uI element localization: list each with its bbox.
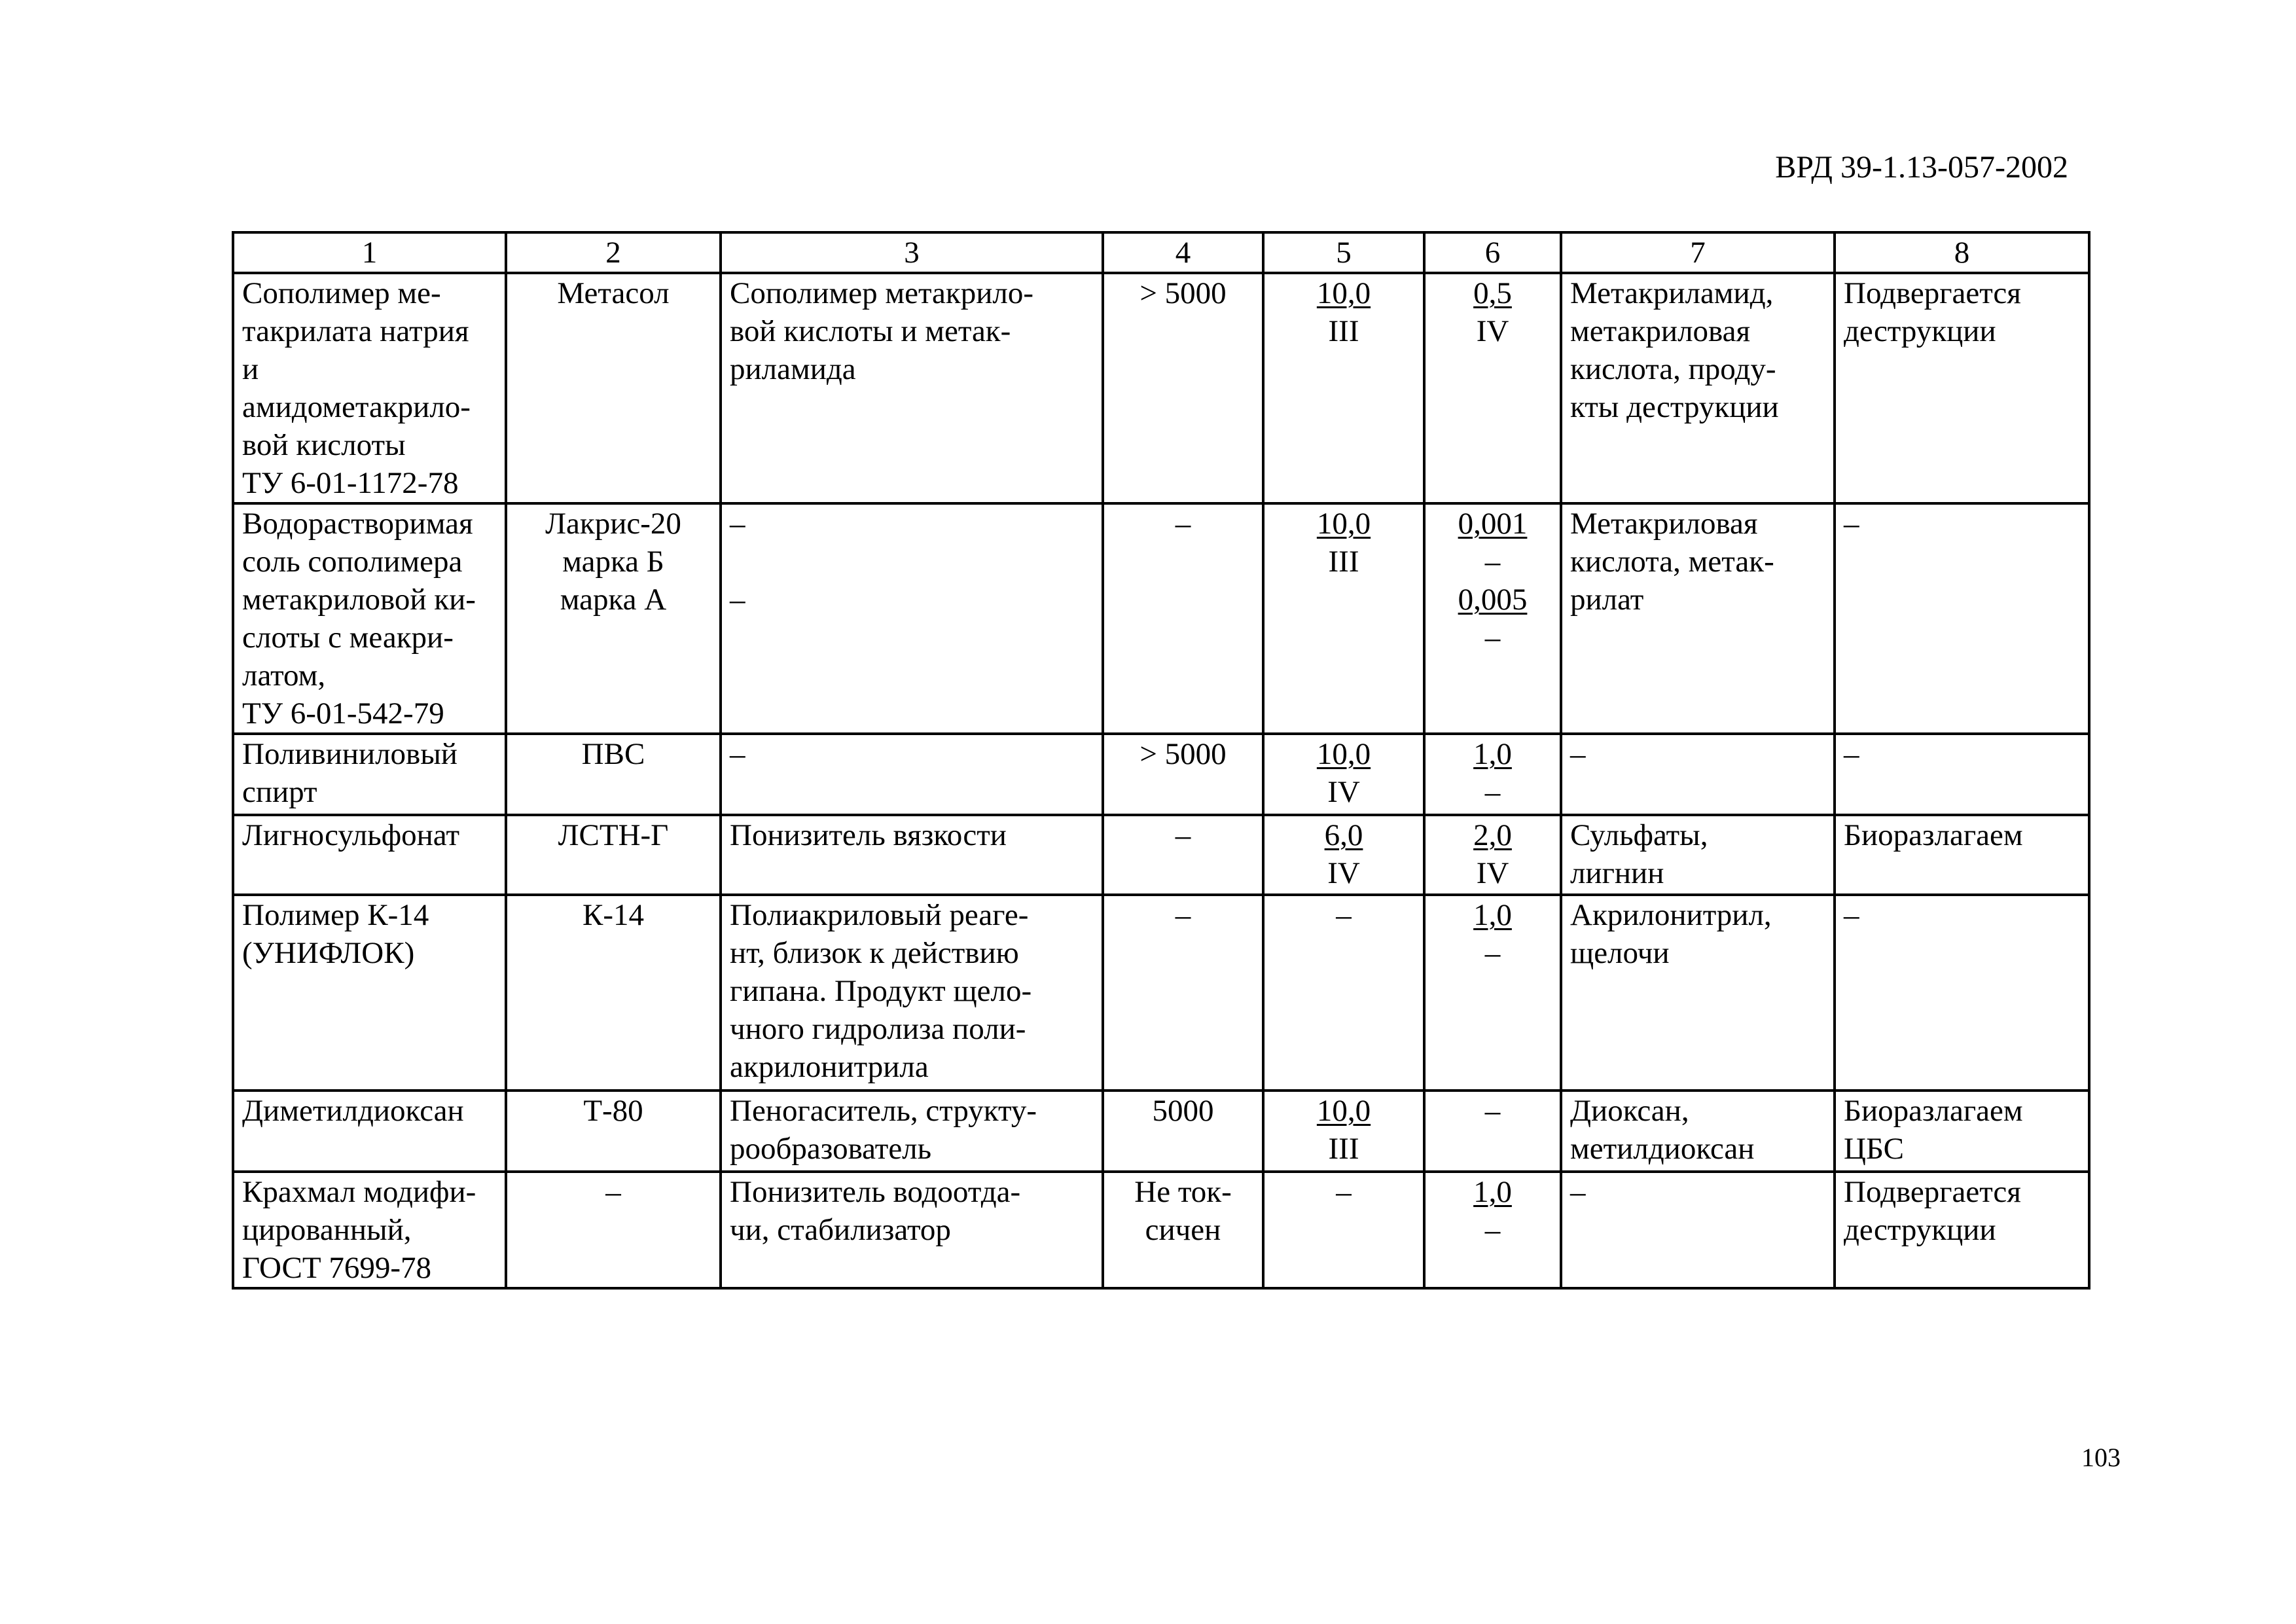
cell-substance-name xyxy=(233,1091,506,1172)
cell-line: метакриловая xyxy=(1570,314,1751,348)
cell-molecular-mass xyxy=(1103,734,1263,815)
cell-value: – xyxy=(1484,621,1501,655)
cell-value: III xyxy=(1328,1132,1359,1166)
cell-line: – xyxy=(1175,818,1191,852)
cell-line: ТУ 6-01-542-79 xyxy=(242,696,444,731)
cell-brand xyxy=(506,1091,721,1172)
cell-line xyxy=(1433,619,1552,657)
cell-value: – xyxy=(1336,898,1352,932)
cell-description xyxy=(721,734,1103,815)
cell-line: Крахмал модифи- xyxy=(242,1175,476,1209)
cell-line: – xyxy=(1175,507,1191,541)
cell-molecular-mass xyxy=(1103,273,1263,503)
cell-column-5 xyxy=(1263,273,1424,503)
cell-line: ПВС xyxy=(581,737,645,771)
cell-brand xyxy=(506,273,721,503)
cell-biodegradability xyxy=(1835,1172,2089,1288)
document-code: ВРД 39-1.13-057-2002 xyxy=(1775,150,2068,185)
underlined-value: 0,5 xyxy=(1473,276,1512,310)
cell-line: – xyxy=(1570,1175,1586,1209)
cell-biodegradability xyxy=(1835,734,2089,815)
cell-line: метакриловой ки- xyxy=(242,583,476,617)
cell-line: гипана. Продукт щело- xyxy=(730,974,1032,1008)
cell-line: Полимер К-14 xyxy=(242,898,429,932)
cell-value: III xyxy=(1328,545,1359,579)
cell-brand xyxy=(506,503,721,734)
cell-column-5 xyxy=(1263,895,1424,1091)
cell-brand xyxy=(506,815,721,895)
cell-substance-name xyxy=(233,273,506,503)
cell-brand xyxy=(506,895,721,1091)
cell-description xyxy=(721,895,1103,1091)
cell-line xyxy=(1433,505,1552,543)
column-number: 2 xyxy=(506,232,721,273)
cell-line: ГОСТ 7699-78 xyxy=(242,1251,431,1285)
cell-column-6 xyxy=(1424,895,1561,1091)
table-row xyxy=(233,273,2089,503)
cell-substance-name xyxy=(233,1172,506,1288)
cell-line xyxy=(1272,816,1415,854)
cell-column-5 xyxy=(1263,1172,1424,1288)
underlined-value: 10,0 xyxy=(1316,507,1371,541)
cell-line xyxy=(730,543,1094,581)
cell-line xyxy=(1272,312,1415,350)
cell-value: – xyxy=(1484,936,1501,970)
table-row xyxy=(233,734,2089,815)
cell-line: ТУ 6-01-1172-78 xyxy=(242,466,459,500)
cell-molecular-mass xyxy=(1103,815,1263,895)
cell-substance-name xyxy=(233,895,506,1091)
cell-line: – xyxy=(730,737,745,771)
underlined-value: 1,0 xyxy=(1473,737,1512,771)
column-number: 7 xyxy=(1561,232,1835,273)
cell-line: сичен xyxy=(1145,1213,1221,1247)
cell-line: Метакриловая xyxy=(1570,507,1758,541)
cell-line: Акрилонитрил, xyxy=(1570,898,1772,932)
cell-line xyxy=(1433,735,1552,773)
underlined-value: 1,0 xyxy=(1473,1175,1512,1209)
cell-line: Сульфаты, xyxy=(1570,818,1708,852)
cell-biodegradability xyxy=(1835,273,2089,503)
cell-degradation-products xyxy=(1561,734,1835,815)
cell-line xyxy=(1433,816,1552,854)
cell-line: Сополимер метакрило- xyxy=(730,276,1034,310)
cell-line xyxy=(1433,1211,1552,1249)
cell-line xyxy=(1433,1173,1552,1211)
cell-degradation-products xyxy=(1561,273,1835,503)
cell-line: Сополимер ме- xyxy=(242,276,441,310)
cell-line: Биоразлагаем xyxy=(1844,818,2023,852)
cell-line xyxy=(1433,896,1552,934)
cell-degradation-products xyxy=(1561,895,1835,1091)
underlined-value: 0,005 xyxy=(1458,583,1528,617)
cell-line: Поливиниловый xyxy=(242,737,457,771)
underlined-value: 6,0 xyxy=(1324,818,1363,852)
cell-line: акрилонитрила xyxy=(730,1050,929,1084)
cell-biodegradability xyxy=(1835,503,2089,734)
cell-line xyxy=(1272,1173,1415,1211)
cell-line: деструкции xyxy=(1844,314,1996,348)
cell-line: Метасол xyxy=(557,276,670,310)
cell-description xyxy=(721,1091,1103,1172)
cell-line: деструкции xyxy=(1844,1213,1996,1247)
cell-line: марка Б xyxy=(562,545,664,579)
cell-line xyxy=(1272,773,1415,811)
column-number: 6 xyxy=(1424,232,1561,273)
cell-degradation-products xyxy=(1561,503,1835,734)
cell-brand xyxy=(506,1172,721,1288)
cell-line: соль сополимера xyxy=(242,545,463,579)
cell-line: кислота, проду- xyxy=(1570,352,1776,386)
cell-column-6 xyxy=(1424,1172,1561,1288)
column-number: 5 xyxy=(1263,232,1424,273)
cell-line xyxy=(1433,773,1552,811)
cell-line xyxy=(1433,543,1552,581)
cell-molecular-mass xyxy=(1103,1091,1263,1172)
cell-line: Пеногаситель, структу- xyxy=(730,1094,1037,1128)
cell-line: слоты с меакри- xyxy=(242,621,454,655)
cell-line: Лакрис-20 xyxy=(545,507,681,541)
cell-line xyxy=(1433,1092,1552,1130)
cell-description xyxy=(721,273,1103,503)
cell-line: Подвергается xyxy=(1844,276,2021,310)
cell-line: кислота, метак- xyxy=(1570,545,1774,579)
cell-line xyxy=(1272,505,1415,543)
cell-value: IV xyxy=(1476,314,1509,348)
cell-line: Лигносульфонат xyxy=(242,818,459,852)
cell-line: такрилата натрия xyxy=(242,314,469,348)
cell-line: риламида xyxy=(730,352,856,386)
cell-line: Метакриламид, xyxy=(1570,276,1774,310)
column-number: 1 xyxy=(233,232,506,273)
cell-value: – xyxy=(1484,1213,1501,1247)
cell-description xyxy=(721,815,1103,895)
cell-molecular-mass xyxy=(1103,503,1263,734)
cell-column-5 xyxy=(1263,815,1424,895)
cell-line: – xyxy=(1844,898,1859,932)
cell-column-6 xyxy=(1424,1091,1561,1172)
cell-line xyxy=(1272,896,1415,934)
cell-molecular-mass xyxy=(1103,1172,1263,1288)
cell-value: IV xyxy=(1327,775,1360,809)
cell-brand xyxy=(506,734,721,815)
cell-line: вой кислоты xyxy=(242,428,406,462)
cell-line: ЛСТН-Г xyxy=(558,818,669,852)
cell-line: – xyxy=(1844,737,1859,771)
cell-biodegradability xyxy=(1835,815,2089,895)
cell-line: спирт xyxy=(242,775,317,809)
cell-column-6 xyxy=(1424,734,1561,815)
cell-line: чного гидролиза поли- xyxy=(730,1012,1026,1046)
cell-substance-name xyxy=(233,734,506,815)
cell-degradation-products xyxy=(1561,1172,1835,1288)
cell-value: IV xyxy=(1327,856,1360,890)
cell-line: Подвергается xyxy=(1844,1175,2021,1209)
cell-column-5 xyxy=(1263,734,1424,815)
cell-line: Диметилдиоксан xyxy=(242,1094,464,1128)
cell-line: > 5000 xyxy=(1139,276,1227,310)
cell-line: амидометакрило- xyxy=(242,390,471,424)
cell-line: Водорастворимая xyxy=(242,507,473,541)
column-number: 8 xyxy=(1835,232,2089,273)
column-number: 3 xyxy=(721,232,1103,273)
cell-line xyxy=(1272,1130,1415,1168)
cell-value: – xyxy=(1484,545,1501,579)
cell-line xyxy=(1433,934,1552,972)
table-row xyxy=(233,895,2089,1091)
cell-value: III xyxy=(1328,314,1359,348)
cell-line: – xyxy=(730,583,745,617)
cell-line xyxy=(1272,1092,1415,1130)
cell-line: нт, близок к действию xyxy=(730,936,1019,970)
cell-value: – xyxy=(1336,1175,1352,1209)
cell-value: – xyxy=(1484,1094,1501,1128)
cell-biodegradability xyxy=(1835,895,2089,1091)
cell-line: чи, стабилизатор xyxy=(730,1213,951,1247)
table-row xyxy=(233,1091,2089,1172)
cell-biodegradability xyxy=(1835,1091,2089,1172)
cell-line: цированный, xyxy=(242,1213,412,1247)
reagents-table xyxy=(232,231,2090,1290)
cell-line xyxy=(1272,735,1415,773)
cell-line: лигнин xyxy=(1570,856,1664,890)
cell-substance-name xyxy=(233,815,506,895)
cell-line: ЦБС xyxy=(1844,1132,1904,1166)
cell-line: – xyxy=(1570,737,1586,771)
cell-line: Полиакриловый реаге- xyxy=(730,898,1029,932)
cell-line: метилдиоксан xyxy=(1570,1132,1755,1166)
cell-line: рообразователь xyxy=(730,1132,932,1166)
table-row xyxy=(233,1172,2089,1288)
cell-column-6 xyxy=(1424,503,1561,734)
column-number-row xyxy=(233,232,2089,273)
cell-degradation-products xyxy=(1561,815,1835,895)
cell-line: латом, xyxy=(242,659,326,693)
cell-line xyxy=(1433,312,1552,350)
cell-line: – xyxy=(1175,898,1191,932)
cell-substance-name xyxy=(233,503,506,734)
underlined-value: 0,001 xyxy=(1458,507,1528,541)
page-number: 103 xyxy=(2081,1443,2121,1472)
cell-molecular-mass xyxy=(1103,895,1263,1091)
cell-column-5 xyxy=(1263,1091,1424,1172)
cell-line: Биоразлагаем xyxy=(1844,1094,2023,1128)
cell-line: кты деструкции xyxy=(1570,390,1779,424)
cell-line: – xyxy=(730,507,745,541)
cell-value: – xyxy=(1484,775,1501,809)
cell-line: К-14 xyxy=(583,898,644,932)
cell-description xyxy=(721,503,1103,734)
cell-line: марка А xyxy=(560,583,667,617)
underlined-value: 1,0 xyxy=(1473,898,1512,932)
cell-line xyxy=(1433,274,1552,312)
table-row xyxy=(233,503,2089,734)
cell-line: Не ток- xyxy=(1134,1175,1232,1209)
cell-line: Т-80 xyxy=(583,1094,643,1128)
cell-line: и xyxy=(242,352,259,386)
cell-line: – xyxy=(1844,507,1859,541)
cell-line: > 5000 xyxy=(1139,737,1227,771)
cell-line: щелочи xyxy=(1570,936,1670,970)
cell-line: 5000 xyxy=(1152,1094,1214,1128)
cell-line: – xyxy=(605,1175,621,1209)
underlined-value: 10,0 xyxy=(1316,1094,1371,1128)
cell-description xyxy=(721,1172,1103,1288)
cell-line xyxy=(1272,543,1415,581)
underlined-value: 10,0 xyxy=(1316,276,1371,310)
column-number: 4 xyxy=(1103,232,1263,273)
cell-line xyxy=(1272,274,1415,312)
cell-line xyxy=(1433,854,1552,892)
table-row xyxy=(233,815,2089,895)
cell-value: IV xyxy=(1476,856,1509,890)
cell-line: (УНИФЛОК) xyxy=(242,936,415,970)
cell-line xyxy=(1272,854,1415,892)
cell-line: Понизитель вязкости xyxy=(730,818,1007,852)
cell-column-6 xyxy=(1424,815,1561,895)
cell-line: Диоксан, xyxy=(1570,1094,1689,1128)
cell-column-6 xyxy=(1424,273,1561,503)
cell-degradation-products xyxy=(1561,1091,1835,1172)
cell-line: Понизитель водоотда- xyxy=(730,1175,1021,1209)
underlined-value: 2,0 xyxy=(1473,818,1512,852)
cell-column-5 xyxy=(1263,503,1424,734)
cell-line: рилат xyxy=(1570,583,1644,617)
cell-line: вой кислоты и метак- xyxy=(730,314,1011,348)
underlined-value: 10,0 xyxy=(1316,737,1371,771)
cell-line xyxy=(1433,581,1552,619)
